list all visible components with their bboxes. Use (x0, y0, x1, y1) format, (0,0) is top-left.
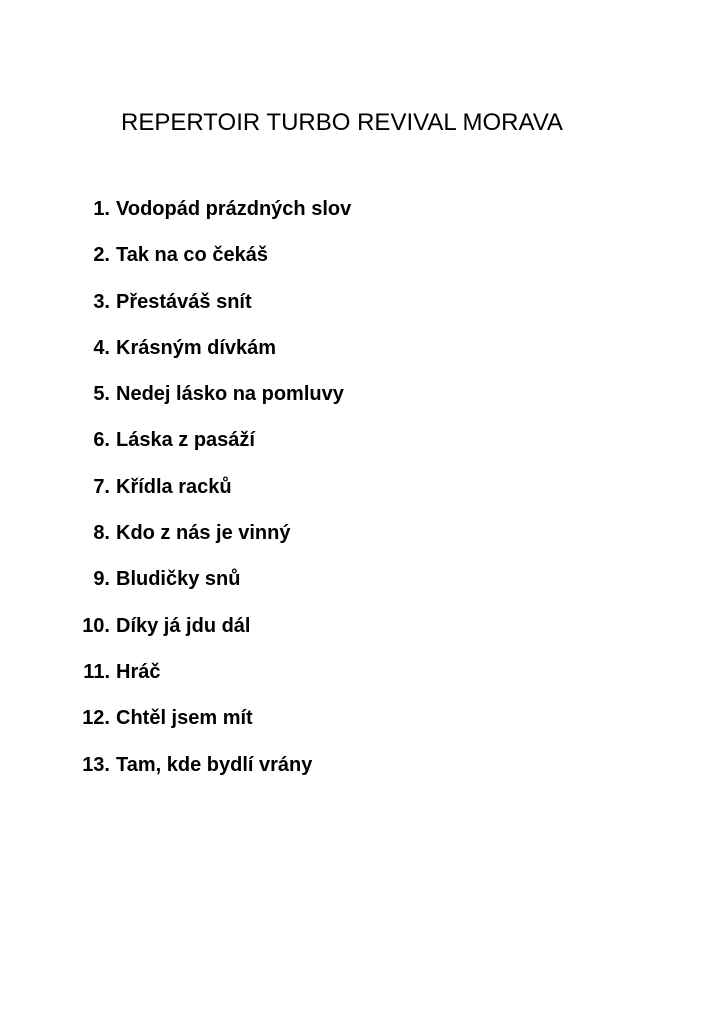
song-number: 2. (93, 244, 110, 267)
song-title: Tak na co čekáš (116, 244, 268, 267)
song-title: Díky já jdu dál (116, 614, 251, 637)
song-title: Nedej lásko na pomluvy (116, 383, 344, 406)
song-list (0, 196, 351, 798)
song-number: 10. (82, 614, 110, 637)
list-item (0, 520, 351, 566)
song-number: 7. (93, 475, 110, 498)
list-item (0, 289, 351, 335)
list-item (0, 474, 351, 520)
list-item (0, 427, 351, 473)
song-title: Bludičky snů (116, 568, 241, 591)
song-title: Vodopád prázdných slov (116, 198, 352, 220)
list-item (0, 566, 351, 612)
list-item (0, 335, 351, 381)
list-item (0, 752, 351, 798)
list-item (0, 705, 351, 751)
song-title: Přestáváš snít (116, 290, 252, 313)
page-title-text: REPERTOIR TURBO REVIVAL MORAVA (121, 109, 563, 137)
page-title (0, 108, 724, 138)
song-title: Chtěl jsem mít (116, 707, 253, 730)
song-number: 6. (93, 429, 110, 452)
song-title: Tam, kde bydlí vrány (116, 753, 313, 776)
song-title: Kdo z nás je vinný (116, 522, 291, 545)
song-number: 3. (93, 290, 110, 313)
song-title: Hráč (116, 660, 161, 683)
list-item (0, 196, 351, 242)
song-title: Láska z pasáží (116, 429, 255, 452)
song-number: 5. (93, 383, 110, 406)
song-number: 9. (93, 568, 110, 591)
list-item (0, 381, 351, 427)
list-item (0, 613, 351, 659)
song-title: Křídla racků (116, 475, 232, 498)
song-number: 4. (93, 336, 110, 359)
song-number: 11. (83, 660, 110, 683)
song-number: 12. (82, 707, 110, 730)
song-number: 1. (93, 198, 110, 220)
song-number: 13. (82, 753, 110, 776)
list-item (0, 242, 351, 288)
list-item (0, 659, 351, 705)
song-number: 8. (93, 522, 110, 545)
song-title: Krásným dívkám (116, 336, 277, 359)
